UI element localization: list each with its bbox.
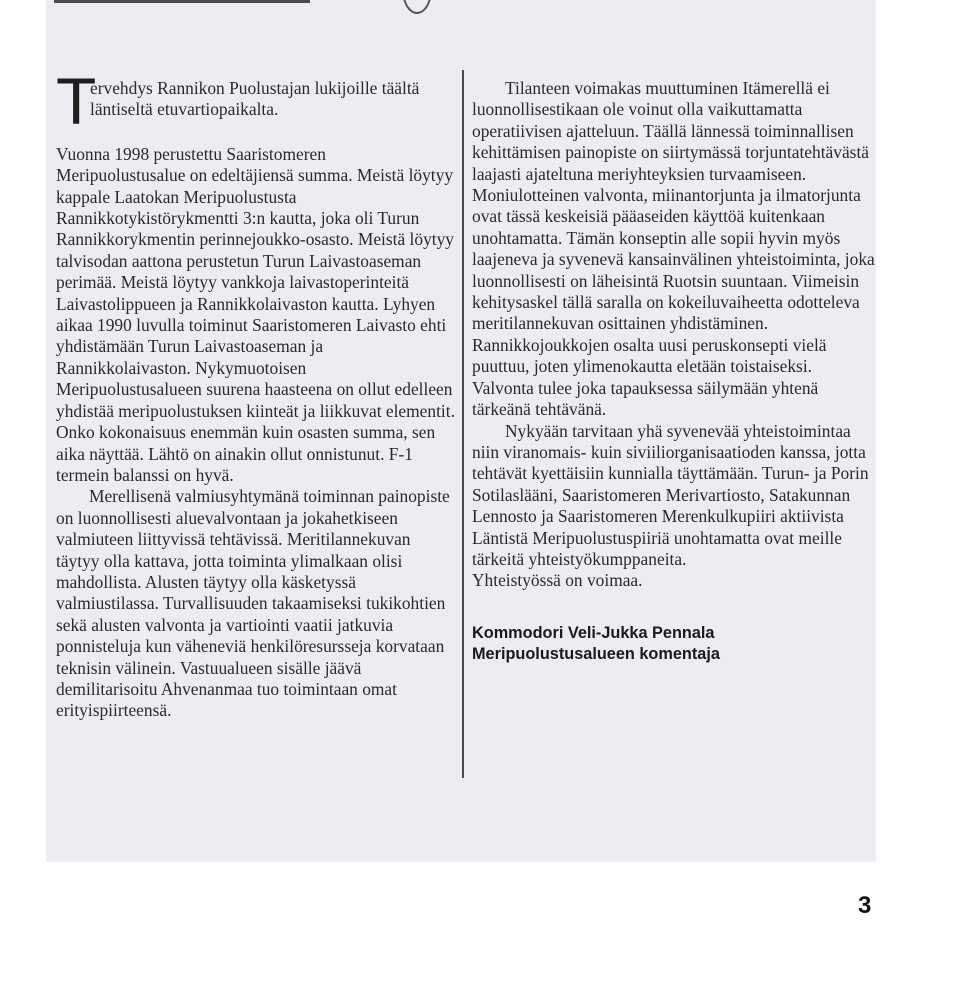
left-column xyxy=(56,64,456,722)
right-column xyxy=(472,78,876,665)
signature-name: Kommodori Veli-Jukka Pennala xyxy=(472,623,715,642)
paragraph-gap xyxy=(56,121,456,144)
top-rule xyxy=(54,0,310,3)
signature-block xyxy=(472,623,876,665)
body-paragraph: Tilanteen voimakas muuttuminen Itämerellä ei luonnollisestikaan ole voinut olla vaikuttamatta operatiivisen ajatteluun. Täällä lännessä toiminnallisen kehittämisen painopiste on siirtymässä torjuntatehtävästä laajasti ajateltuna meriyhteyksien turvaamiseen. Moniulotteinen valvonta, miinantorjunta ja ilmatorjunta ovat tässä keskeisiä pääaseiden käyttöä kuitenkaan unohtamatta. Tämän konseptin alle sopii hyvin myös laajeneva ja syvenevä kansainvälinen yhteistoiminta, joka luonnollisesti on läheisintä Ruotsin suuntaan. Viimeisin kehitysaskel tällä saralla on kokeiluvaiheetta odotteleva meritilannekuvan osittainen yhdistäminen. Rannikkojoukkojen osalta uusi peruskonsepti vielä puuttuu, joten ylimenokautta eletään toistaiseksi. Valvonta tulee joka tapauksessa säilymään yhtenä tärkeänä tehtävänä. xyxy=(472,78,875,420)
intro-text: ervehdys Rannikon Puolustajan lukijoille täältä läntiseltä etuvartiopaikalta. xyxy=(90,78,420,120)
page-number: 3 xyxy=(858,892,872,919)
body-paragraph: Nykyään tarvitaan yhä syvenevää yhteistoimintaa niin viranomais- kuin siviiliorganisaatioden kanssa, jotta tehtävät kyettäisiin kunnialla täyttämään. Turun- ja Porin Sotilaslääni, Saaristomeren Merivartiosto, Satakunnan Lennosto ja Saaristomeren Merenkulkupiiri aktiivista Läntistä Meripuolustuspiiriä unohtamatta ovat meille tärkeitä yhteistyökumppaneita. xyxy=(472,420,869,569)
column-divider xyxy=(462,70,464,778)
closing-line: Yhteistyössä on voimaa. xyxy=(472,570,643,591)
signature-title: Meripuolustusalueen komentaja xyxy=(472,644,720,663)
body-paragraph: Merellisenä valmiusyhtymänä toiminnan painopiste on luonnollisesti aluevalvontaan ja jokahetkiseen valmiuteen liittyvissä tehtävissä. Meritilannekuvan täytyy olla kattava, jotta toiminta ylimalkaan olisi mahdollista. Alusten täytyy olla käsketyssä valmiustilassa. Turvallisuuden takaamiseksi tukikohtien sekä alusten valvonta ja vartiointi vaatii jatkuvia ponnisteluja kun väheneviä henkilöresursseja korvataan teknisin välinein. Vastuualueen sisälle jäävä demilitarisoitu Ahvenanmaa tuo toimintaan omat erityispiirteensä. xyxy=(56,486,450,721)
drop-cap: T xyxy=(56,64,97,138)
body-paragraph: Vuonna 1998 perustettu Saaristomeren Meripuolustusalue on edeltäjiensä summa. Meistä löytyy kappale Laatokan Meripuolustusta Rannikkotykistörykmentti 3:n kautta, joka oli Turun Rannikkorykmentin perinnejoukko-osasto. Meistä löytyy talvisodan aattona perustetun Turun Laivastoaseman perimää. Meistä löytyy vankkoja laivastoperinteitä Laivastolippueen ja Rannikkolaivaston kautta. Lyhyen aikaa 1990 luvulla toiminut Saaristomeren Laivasto ehti yhdistämään Turun Laivastoaseman ja Rannikkolaivaston. Nykymuotoisen Meripuolustusalueen suurena haasteena on ollut edelleen yhdistää meripuolustuksen kiinteät ja liikkuvat elementit. Onko kokonaisuus enemmän kuin osasten summa, sen aika näyttää. Lähtö on ainakin ollut onnistunut. F-1 termein balanssi on hyvä. xyxy=(56,143,455,485)
